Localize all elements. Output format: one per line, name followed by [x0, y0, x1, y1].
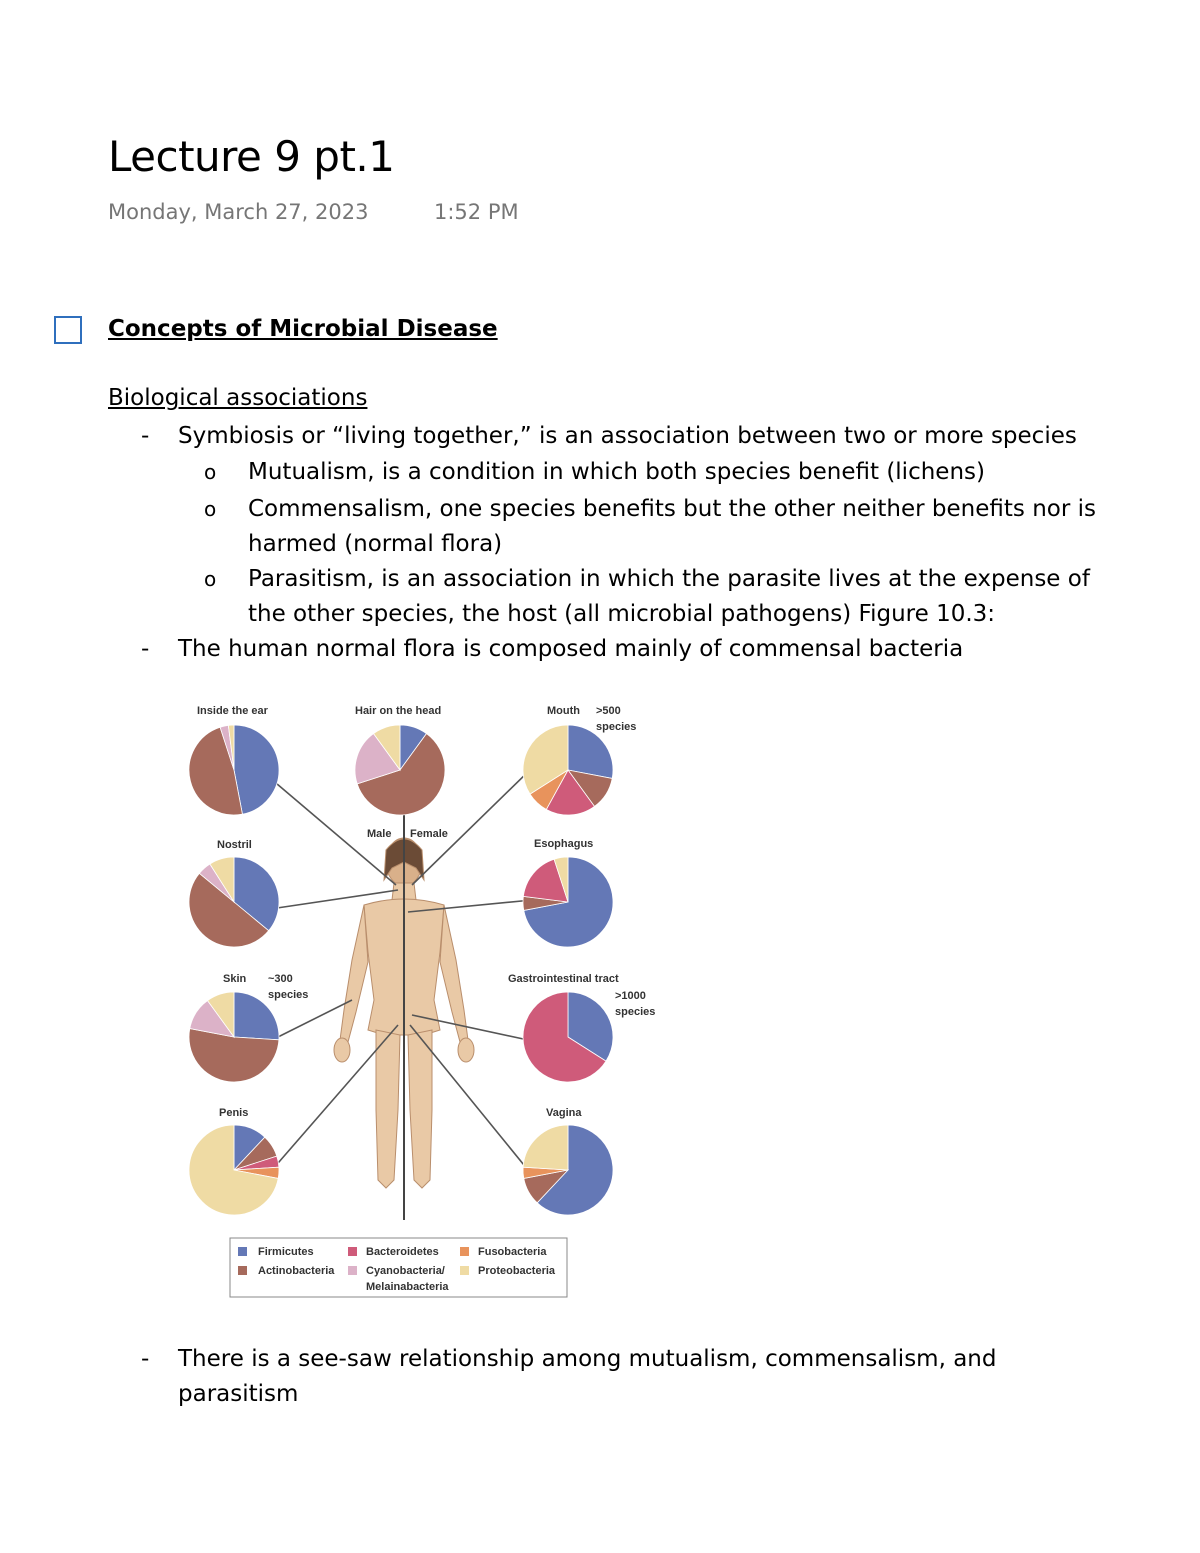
- pie-mouth: [523, 725, 613, 815]
- section-subheading: Biological associations: [108, 385, 368, 411]
- subbullet-marker: o: [204, 567, 217, 591]
- bullet-text: Symbiosis or “living together,” is an association between two or more species: [178, 423, 1077, 449]
- bullet-marker: -: [141, 636, 150, 662]
- subbullet-marker: o: [204, 497, 217, 521]
- legend-swatch-firmicutes: [238, 1247, 247, 1256]
- pie-nostril: [189, 857, 279, 947]
- todo-checkbox[interactable]: [54, 316, 82, 344]
- page-time: 1:52 PM: [434, 200, 519, 224]
- label-mouth: Mouth: [547, 705, 580, 717]
- legend-label: Cyanobacteria/: [366, 1265, 445, 1277]
- label-vagina: Vagina: [546, 1107, 582, 1119]
- legend-label: Proteobacteria: [478, 1265, 556, 1277]
- label-esophagus: Esophagus: [534, 838, 594, 850]
- pie-skin: [189, 992, 279, 1082]
- bullet-text: The human normal flora is composed mainly of commensal bacteria: [178, 636, 964, 662]
- section-heading: Concepts of Microbial Disease: [108, 316, 498, 342]
- legend-label: Fusobacteria: [478, 1246, 547, 1258]
- bullet-marker: -: [141, 1346, 150, 1372]
- page-title: Lecture 9 pt.1: [108, 132, 395, 181]
- bullet-marker: -: [141, 423, 150, 449]
- label-gi: Gastrointestinal tract: [508, 973, 619, 985]
- normal-flora-figure: [172, 690, 672, 1310]
- legend-swatch-fusobacteria: [460, 1247, 469, 1256]
- legend-label: Bacteroidetes: [366, 1246, 439, 1258]
- label-female: Female: [410, 828, 448, 840]
- pie-vagina: [523, 1125, 613, 1215]
- label-mouth-count: >500: [596, 705, 621, 717]
- subbullet-text-continued: the other species, the host (all microbial pathogens) Figure 10.3:: [248, 601, 996, 627]
- legend-label: Actinobacteria: [258, 1265, 335, 1277]
- legend-swatch-cyanobacteria: [348, 1266, 357, 1275]
- legend-label: Firmicutes: [258, 1246, 314, 1258]
- label-hair: Hair on the head: [355, 705, 442, 717]
- label-gi-species: species: [615, 1006, 656, 1018]
- pie-esophagus: [523, 857, 613, 947]
- label-gi-count: >1000: [615, 990, 646, 1002]
- label-skin-species: species: [268, 989, 309, 1001]
- legend-label-cont: Melainabacteria: [366, 1281, 449, 1293]
- subbullet-text: Parasitism, is an association in which the parasite lives at the expense of: [248, 566, 1090, 592]
- page-date: Monday, March 27, 2023: [108, 200, 369, 224]
- bullet-text: There is a see-saw relationship among mutualism, commensalism, and: [178, 1346, 997, 1372]
- subbullet-text-continued: harmed (normal flora): [248, 531, 503, 557]
- legend-swatch-proteobacteria: [460, 1266, 469, 1275]
- pie-hair: [355, 725, 445, 815]
- pie-inside-ear: [189, 725, 279, 815]
- legend-swatch-actinobacteria: [238, 1266, 247, 1275]
- subbullet-marker: o: [204, 460, 217, 484]
- label-male: Male: [367, 828, 392, 840]
- label-mouth-species: species: [596, 721, 637, 733]
- pie-penis: [189, 1125, 279, 1215]
- pie-gi: [523, 992, 613, 1082]
- label-nostril: Nostril: [217, 839, 252, 851]
- bullet-text-continued: parasitism: [178, 1381, 299, 1407]
- figure-legend: [230, 1238, 567, 1297]
- label-skin-count: ~300: [268, 973, 293, 985]
- subbullet-text: Commensalism, one species benefits but the other neither benefits nor is: [248, 496, 1096, 522]
- label-penis: Penis: [219, 1107, 249, 1119]
- subbullet-text: Mutualism, is a condition in which both species benefit (lichens): [248, 459, 985, 485]
- label-ear: Inside the ear: [197, 705, 268, 717]
- label-skin: Skin: [223, 973, 247, 985]
- legend-swatch-bacteroidetes: [348, 1247, 357, 1256]
